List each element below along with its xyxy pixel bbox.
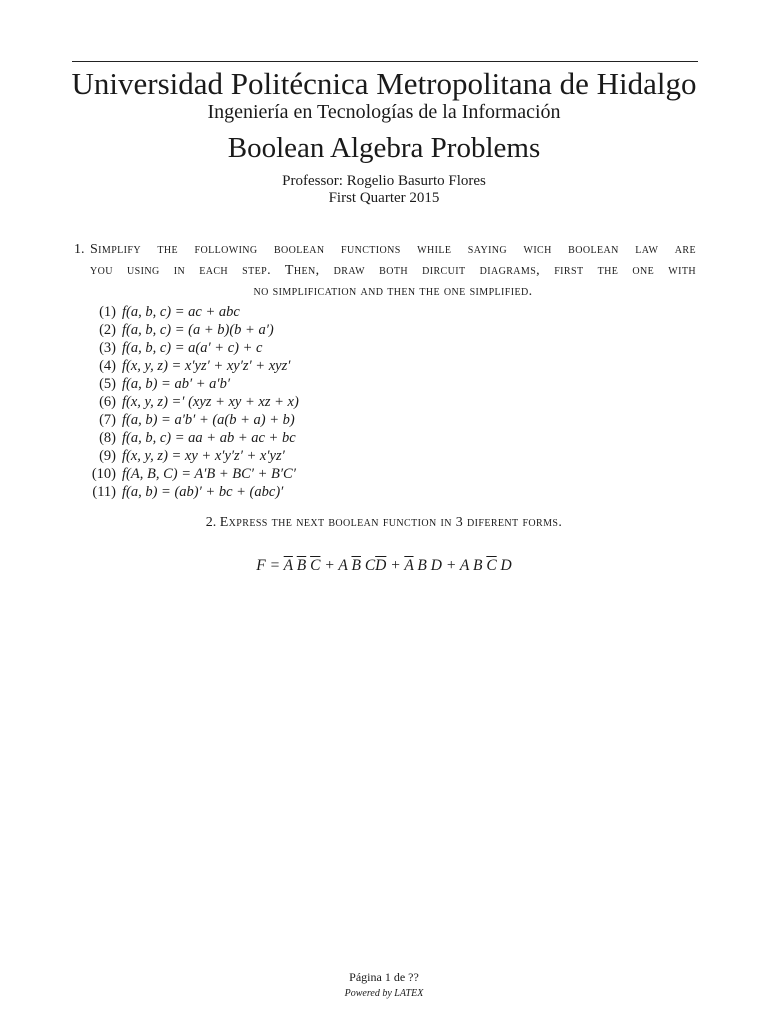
problem-1-line-2: you using in each step. Then, draw both dircuit diagrams, first the one with [90, 263, 696, 278]
university-name: Universidad Politécnica Metropolitana de Hidalgo [71, 66, 697, 101]
list-item [86, 465, 299, 483]
formula-term-1-b: $\overline{B}$ [296, 557, 307, 574]
function-expression: f(a, b) = ab′ + a′b′ [122, 376, 231, 392]
formula-term-4-a: A [459, 557, 470, 574]
boolean-formula [0, 556, 768, 576]
function-expression: f(a, b, c) = ac + abc [122, 304, 240, 320]
problem-1-line-3: no simplification and then the one simplified. [253, 284, 533, 299]
document-title: Boolean Algebra Problems [227, 132, 541, 164]
formula-term-2-d: $\overline{D}$ [375, 557, 387, 574]
list-item [86, 321, 299, 339]
list-item [86, 357, 299, 375]
formula-term-4-d: D [500, 557, 512, 574]
formula-term-3-d: D [430, 557, 442, 574]
function-expression: f(x, y, z) = xy + x′y′z′ + x′yz′ [122, 448, 285, 464]
function-expression: f(A, B, C) = A′B + BC′ + B′C′ [122, 466, 296, 482]
formula-plus: + [390, 557, 401, 574]
problem-1-line-1: Simplify the following boolean functions while saying wich boolean law are [90, 242, 696, 257]
function-expression: f(a, b, c) = (a + b)(b + a′) [122, 322, 274, 338]
problem-2 [0, 513, 768, 533]
formula-plus: + [445, 557, 457, 574]
department-name: Ingeniería en Tecnologías de la Información [207, 101, 561, 123]
formula-term-3-a: $\overline{A}$ [404, 557, 414, 574]
function-expression: f(x, y, z) =′ (xyz + xy + xz + x) [122, 394, 299, 410]
formula-plus: + [324, 557, 335, 574]
professor-line: Professor: Rogelio Basurto Flores [282, 173, 486, 189]
function-index: (7) [99, 412, 116, 428]
formula-term-2-c: C [364, 557, 376, 574]
function-index: (1) [99, 304, 116, 320]
function-index: (5) [99, 376, 116, 392]
document-meta [0, 173, 768, 207]
list-item [86, 303, 299, 321]
function-index: (10) [91, 466, 116, 482]
function-expression: f(a, b, c) = aa + ab + ac + bc [122, 430, 296, 446]
function-expression: f(a, b) = (ab)′ + bc + (abc)′ [122, 484, 284, 500]
term-line: First Quarter 2015 [328, 190, 440, 206]
header-rule [72, 61, 698, 62]
formula-lhs: F = [256, 557, 281, 574]
formula-term-4-c: $\overline{C}$ [486, 557, 497, 574]
problem-2-number: 2. [205, 515, 217, 530]
page-number: Página 1 de ?? [349, 970, 419, 984]
problem-1-number: 1. [74, 242, 85, 257]
list-item [86, 429, 299, 447]
function-expression: f(a, b, c) = a(a′ + c) + c [122, 340, 263, 356]
function-index: (9) [99, 448, 116, 464]
function-expression: f(x, y, z) = x′yz′ + xy′z′ + xyz′ [122, 358, 291, 374]
formula-term-2-b: $\overline{B}$ [351, 557, 361, 574]
formula-term-3-b: B [417, 557, 427, 574]
function-expression: f(a, b) = a′b′ + (a(b + a) + b) [122, 412, 295, 428]
formula-term-4-b: B [472, 557, 483, 574]
problem-2-text: Express the next boolean function in 3 diferent forms. [219, 515, 563, 530]
function-list [86, 303, 299, 501]
list-item [86, 447, 299, 465]
function-index: (3) [99, 340, 116, 356]
function-index: (11) [92, 484, 116, 500]
list-item [86, 411, 299, 429]
function-index: (2) [99, 322, 116, 338]
formula-term-2-a: A [338, 557, 348, 574]
list-item [86, 393, 299, 411]
list-item [86, 339, 299, 357]
function-index: (4) [99, 358, 116, 374]
formula-term-1-c: $\overline{C}$ [310, 557, 321, 574]
function-index: (6) [99, 394, 116, 410]
powered-by: Powered by LATEX [344, 988, 424, 999]
list-item [86, 375, 299, 393]
list-item [86, 483, 299, 501]
function-index: (8) [99, 430, 116, 446]
formula-term-1-a: $\overline{A}$ [283, 557, 293, 574]
problem-1 [74, 239, 696, 302]
